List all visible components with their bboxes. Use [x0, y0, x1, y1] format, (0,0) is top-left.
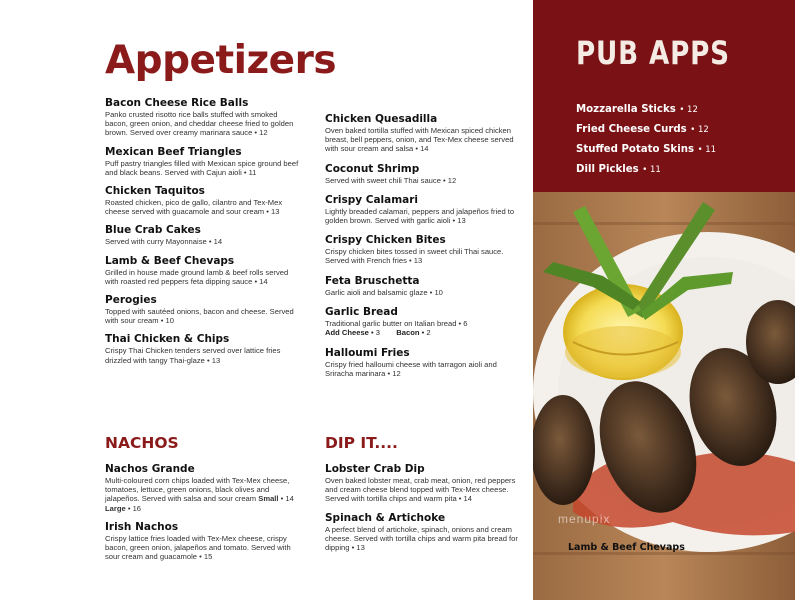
- item-description: Puff pastry triangles filled with Mexican spice ground beef and black beans. Served with Cajun aioli • 11: [105, 158, 299, 177]
- item-description: Garlic aioli and balsamic glaze • 10: [325, 287, 443, 297]
- item-description: Crispy chicken bites tossed in sweet chili Thai sauce. Served with French fries • 13: [325, 247, 504, 266]
- item-description: Crispy Thai Chicken tenders served over lattice fries drizzled with tangy Thai-glaze • 13: [105, 346, 281, 365]
- item-name: Thai Chicken & Chips: [105, 333, 230, 346]
- item-description-text: Multi-coloured corn chips loaded with Tex-Mex cheese, tomatoes, lettuce, green onions, black olives and jalapeños. Served with salsa and sour cream: [105, 476, 290, 504]
- pub-item-price: • 12: [679, 105, 698, 115]
- menu-item: [105, 145, 300, 177]
- item-description: Oven baked tortilla stuffed with Mexican spiced chicken breast, bell peppers, onion, and Tex-Mex cheese served with sour cream and salsa • 14: [325, 126, 514, 154]
- appetizers-column-2: [325, 112, 525, 386]
- food-photo: [533, 192, 795, 600]
- item-name: Garlic Bread: [325, 305, 398, 318]
- addon-label: Add Cheese: [325, 328, 369, 338]
- item-description: Served with curry Mayonnaise • 14: [105, 237, 223, 247]
- right-panel: [533, 0, 795, 600]
- pub-item-name: Fried Cheese Curds: [576, 124, 687, 135]
- addon-price: • 3: [371, 328, 381, 338]
- pub-item-price: • 12: [690, 125, 709, 135]
- item-addons: [325, 328, 525, 338]
- pub-item-price: • 11: [642, 165, 661, 175]
- menu-item: [325, 274, 525, 297]
- pub-item-price: • 11: [697, 145, 717, 155]
- item-name: Chicken Taquitos: [105, 185, 205, 198]
- item-name: Crispy Chicken Bites: [325, 234, 446, 247]
- menu-item: [105, 184, 300, 216]
- item-name: Blue Crab Cakes: [105, 224, 201, 237]
- menu-item: [325, 346, 525, 378]
- item-description: Crispy lattice fries loaded with Tex-Mex cheese, crispy bacon, green onion, jalapeños and tomato. Served with sour cream and guacamole • 15: [105, 533, 291, 562]
- item-description: [105, 476, 300, 513]
- addon-price: • 2: [421, 328, 431, 338]
- item-name: Irish Nachos: [105, 520, 179, 533]
- item-description: Crispy fried halloumi cheese with tarragon aioli and Sriracha marinara • 12: [325, 359, 497, 378]
- menu-item: [325, 305, 525, 338]
- pub-item: [576, 120, 716, 140]
- menu-item: [325, 162, 525, 185]
- menu-item: [105, 332, 300, 364]
- menu-item: [325, 462, 525, 504]
- item-name: Feta Bruschetta: [325, 274, 420, 287]
- item-name: Lamb & Beef Chevaps: [105, 254, 235, 267]
- menu-item: [105, 223, 300, 246]
- pub-item-name: Stuffed Potato Skins: [576, 144, 695, 155]
- menu-item: [325, 511, 525, 553]
- pub-apps-title: PUB APPS: [576, 34, 730, 72]
- menu-item: [105, 96, 300, 138]
- menu-item: [325, 233, 525, 265]
- appetizers-column-1: [105, 96, 300, 372]
- size-price: • 16: [127, 503, 142, 513]
- item-name: Spinach & Artichoke: [325, 511, 446, 524]
- pub-item-name: Mozzarella Sticks: [576, 104, 676, 115]
- pub-item: [576, 100, 716, 120]
- size-label: Large: [105, 503, 126, 513]
- item-name: Bacon Cheese Rice Balls: [105, 97, 249, 109]
- menu-item: [105, 254, 300, 286]
- item-description: Grilled in house made ground lamb & beef rolls served with roasted red peppers feta dipping sauce • 14: [105, 267, 289, 286]
- item-description: Panko crusted risotto rice balls stuffed with smoked bacon, green onion, and cheddar cheese fried to golden brown. Served over creamy marinara sauce • 12: [105, 110, 294, 138]
- page-title: Appetizers: [105, 38, 337, 83]
- chevaps-illustration: [533, 192, 795, 600]
- menu-item: [105, 520, 300, 562]
- pub-item: [576, 160, 716, 180]
- pub-apps-list: [576, 100, 716, 180]
- menu-item: [325, 193, 525, 225]
- item-name: Coconut Shrimp: [325, 162, 420, 175]
- menu-item: [105, 462, 300, 513]
- item-description: A perfect blend of artichoke, spinach, onions and cream cheese. Served with tortilla chips and warm pita bread for dipping • 13: [325, 524, 518, 553]
- dip-title: DIP IT....: [325, 434, 398, 452]
- item-name: Lobster Crab Dip: [325, 463, 425, 475]
- size-price: • 14: [280, 494, 294, 504]
- item-description: Roasted chicken, pico de gallo, cilantro and Tex-Mex cheese served with guacamole and sour cream • 13: [105, 198, 283, 217]
- item-description: Lightly breaded calamari, peppers and jalapeños fried to golden brown. Served with garlic aioli • 13: [325, 206, 515, 226]
- size-label: Small: [258, 494, 279, 504]
- item-description: Traditional garlic butter on Italian bread • 6: [325, 318, 468, 328]
- item-name: Mexican Beef Triangles: [105, 145, 242, 158]
- item-description: Served with sweet chili Thai sauce • 12: [325, 175, 457, 185]
- item-name: Chicken Quesadilla: [325, 113, 438, 125]
- item-name: Nachos Grande: [105, 463, 195, 475]
- item-name: Crispy Calamari: [325, 193, 419, 206]
- dip-column: [325, 462, 525, 559]
- menu-item: [325, 112, 525, 154]
- photo-caption: Lamb & Beef Chevaps: [568, 542, 685, 553]
- watermark-text: menupix: [558, 512, 611, 526]
- item-name: Perogies: [105, 294, 157, 307]
- addon-label: Bacon: [396, 328, 420, 338]
- item-description: Oven baked lobster meat, crab meat, onion, red peppers and cream cheese blend topped with Tex-Mex cheese. Served with tortilla chips and warm pita • 14: [325, 476, 516, 504]
- nachos-column: [105, 462, 300, 568]
- pub-apps-panel: [533, 0, 795, 192]
- pub-item: [576, 140, 716, 160]
- item-description: Topped with sautéed onions, bacon and cheese. Served with sour cream • 10: [105, 307, 294, 326]
- nachos-title: NACHOS: [105, 434, 179, 452]
- pub-item-name: Dill Pickles: [576, 164, 639, 175]
- item-name: Halloumi Fries: [325, 346, 410, 359]
- menu-item: [105, 293, 300, 325]
